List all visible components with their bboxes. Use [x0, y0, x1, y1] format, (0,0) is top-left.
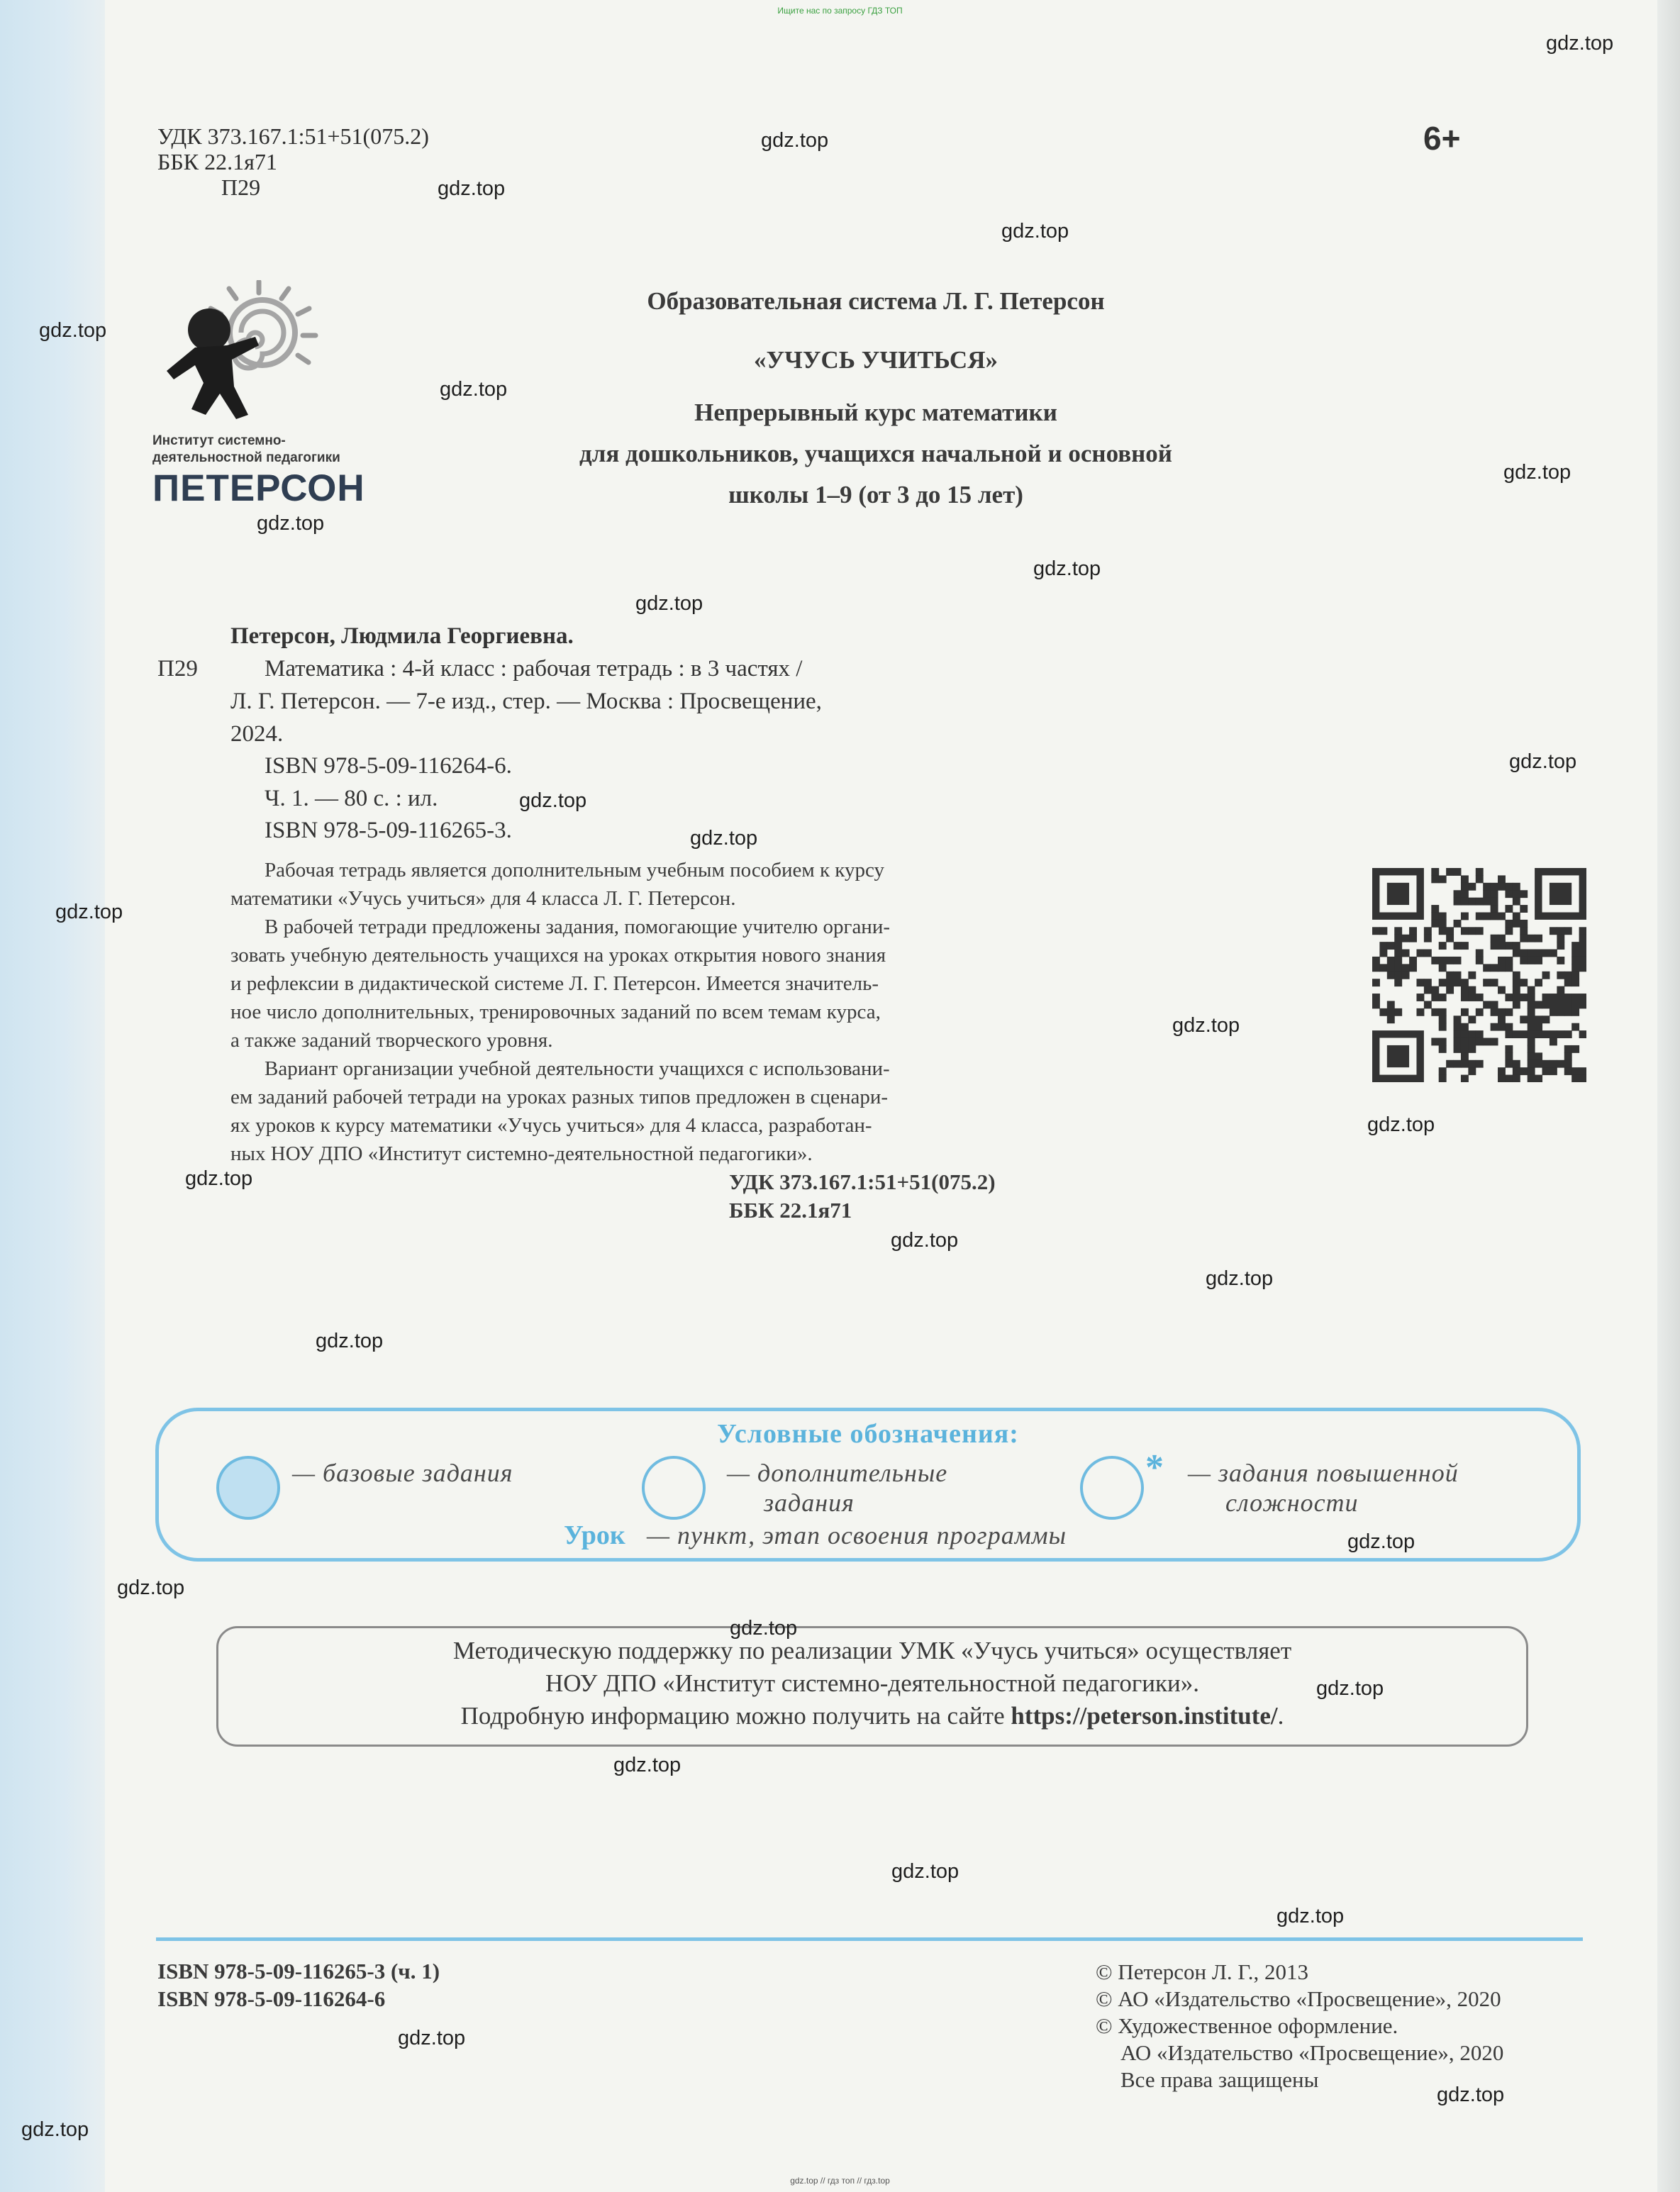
watermark: gdz.top [1347, 1530, 1415, 1553]
watermark: gdz.top [1503, 461, 1571, 484]
system-title: Образовательная система Л. Г. Петерсон [647, 287, 1105, 315]
footer-isbn1: ISBN 978-5-09-116265-3 (ч. 1) [157, 1959, 440, 1984]
annotation-line: ное число дополнительных, тренировочных заданий по всем темам курса, [230, 1001, 881, 1023]
basic-task-circle-icon [216, 1456, 280, 1520]
watermark: gdz.top [1546, 32, 1614, 55]
bbk-line: ББК 22.1я71 [157, 149, 277, 174]
watermark: gdz.top [1316, 1677, 1384, 1700]
legend-advanced-l2: сложности [1225, 1489, 1359, 1517]
watermark: gdz.top [185, 1167, 253, 1190]
watermark: gdz.top [257, 512, 325, 535]
part-line: Ч. 1. — 80 с. : ил. [265, 786, 438, 811]
support-line3-suffix: . [1277, 1702, 1284, 1730]
annotation-line: ем заданий рабочей тетради на уроках разных типов предложен в сценари- [230, 1086, 889, 1108]
annotation-line: и рефлексии в дидактической системе Л. Г. Петерсон. Имеется значитель- [230, 972, 879, 995]
watermark: gdz.top [21, 2118, 89, 2141]
star-icon: * [1145, 1447, 1164, 1488]
legend-lesson-word: Урок [564, 1520, 625, 1550]
footer-isbn2: ISBN 978-5-09-116264-6 [157, 1986, 386, 2011]
watermark: gdz.top [761, 129, 829, 152]
watermark: gdz.top [613, 1754, 682, 1776]
course-line1: Непрерывный курс математики [694, 399, 1057, 426]
watermark: gdz.top [117, 1576, 185, 1599]
series-title: «УЧУСЬ УЧИТЬСЯ» [754, 346, 998, 374]
footer-divider [156, 1937, 1583, 1941]
watermark: gdz.top [1001, 220, 1069, 243]
support-line3-prefix: Подробную информацию можно получить на сайте [460, 1702, 1011, 1730]
copyright-line: АО «Издательство «Просвещение», 2020 [1120, 2040, 1504, 2065]
watermark: gdz.top [635, 592, 703, 615]
peterson-logo [152, 280, 365, 507]
watermark: gdz.top [730, 1617, 798, 1640]
course-line3: школы 1–9 (от 3 до 15 лет) [728, 481, 1023, 508]
logo-institute-line1: Институт системно- [152, 433, 286, 448]
logo-brand: ПЕТЕРСОН [152, 467, 365, 509]
author-line: Петерсон, Людмила Георгиевна. [230, 623, 574, 649]
copyright-line: © Художественное оформление. [1096, 2013, 1398, 2038]
qr-code-icon [1372, 868, 1586, 1082]
watermark: gdz.top [39, 319, 107, 342]
course-line2: для дошкольников, учащихся начальной и основной [579, 440, 1172, 467]
watermark: gdz.top [690, 827, 758, 850]
watermark: gdz.top [440, 378, 508, 401]
annotation-line: Рабочая тетрадь является дополнительным учебным пособием к курсу [265, 859, 884, 881]
annotation-line: ях уроков к курсу математики «Учусь учиться» для 4 класса, разработан- [230, 1114, 872, 1137]
support-line1: Методическую поддержку по реализации УМК «Учусь учиться» осуществляет [452, 1637, 1292, 1664]
watermark: gdz.top [519, 789, 587, 812]
legend-lesson-desc: — пункт, этап освоения программы [647, 1521, 1067, 1550]
support-url-link[interactable]: https://peterson.institute/ [1011, 1702, 1278, 1730]
bib-line2: Л. Г. Петерсон. — 7-е изд., стер. — Москва : Просвещение, [230, 689, 822, 714]
annotation-line: Вариант организации учебной деятельности учащихся с использовани- [265, 1057, 890, 1080]
copyright-line: © Петерсон Л. Г., 2013 [1096, 1959, 1309, 1984]
watermark: gdz.top [55, 901, 123, 923]
annotation-line: математики «Учусь учиться» для 4 класса Л. Г. Петерсон. [230, 887, 736, 910]
top-banner: Ищите нас по запросу ГДЗ ТОП [777, 6, 903, 16]
annotation-line: ных НОУ ДПО «Институт системно-деятельностной педагогики». [230, 1142, 813, 1165]
annotation-udk: УДК 373.167.1:51+51(075.2) [729, 1169, 996, 1194]
watermark: gdz.top [1367, 1113, 1435, 1136]
copyright-line: Все права защищены [1120, 2067, 1319, 2092]
qr-code[interactable] [1372, 868, 1586, 1082]
copyright-line: © АО «Издательство «Просвещение», 2020 [1096, 1986, 1501, 2011]
age-rating: 6+ [1423, 120, 1461, 157]
annotation-line: В рабочей тетради предложены задания, помогающие учителю органи- [265, 916, 891, 938]
legend-basic: — базовые задания [292, 1459, 513, 1487]
right-page-edge [1657, 0, 1680, 2192]
additional-task-circle-icon [642, 1456, 706, 1520]
code-line: П29 [221, 174, 261, 200]
watermark: gdz.top [1172, 1014, 1240, 1037]
legend-additional-l1: — дополнительные [727, 1459, 948, 1487]
watermark: gdz.top [891, 1860, 959, 1883]
watermark: gdz.top [1206, 1267, 1274, 1290]
annotation-bbk: ББК 22.1я71 [729, 1198, 852, 1223]
watermark: gdz.top [1276, 1905, 1345, 1927]
watermark: gdz.top [438, 177, 506, 200]
watermark: gdz.top [1437, 2083, 1505, 2106]
annotation-line: зовать учебную деятельность учащихся на уроках открытия нового знания [230, 944, 886, 967]
watermark: gdz.top [891, 1229, 959, 1252]
advanced-task-circle-icon [1080, 1456, 1144, 1520]
support-line2: НОУ ДПО «Институт системно-деятельностной педагогики». [545, 1669, 1199, 1697]
legend-advanced-l1: — задания повышенной [1188, 1459, 1459, 1487]
bottom-banner: gdz.top // гдз топ // гдз.top [790, 2176, 890, 2186]
legend-additional-l2: задания [764, 1489, 855, 1517]
support-line3 [216, 1702, 1528, 1730]
isbn-set: ISBN 978-5-09-116264-6. [265, 753, 512, 779]
bib-code: П29 [157, 656, 198, 681]
bib-line1: Математика : 4-й класс : рабочая тетрадь : в 3 частях / [265, 656, 803, 681]
annotation-line: а также заданий творческого уровня. [230, 1029, 553, 1052]
isbn-part: ISBN 978-5-09-116265-3. [265, 818, 512, 843]
logo-institute-line2: деятельностной педагогики [152, 450, 340, 465]
watermark: gdz.top [316, 1330, 384, 1352]
legend-title: Условные обозначения: [717, 1419, 1019, 1449]
watermark: gdz.top [1033, 557, 1101, 580]
udk-line: УДК 373.167.1:51+51(075.2) [157, 123, 429, 149]
child-sun-icon [152, 280, 365, 429]
bib-line3: 2024. [230, 721, 284, 747]
watermark: gdz.top [1509, 750, 1577, 773]
watermark: gdz.top [398, 2027, 466, 2049]
